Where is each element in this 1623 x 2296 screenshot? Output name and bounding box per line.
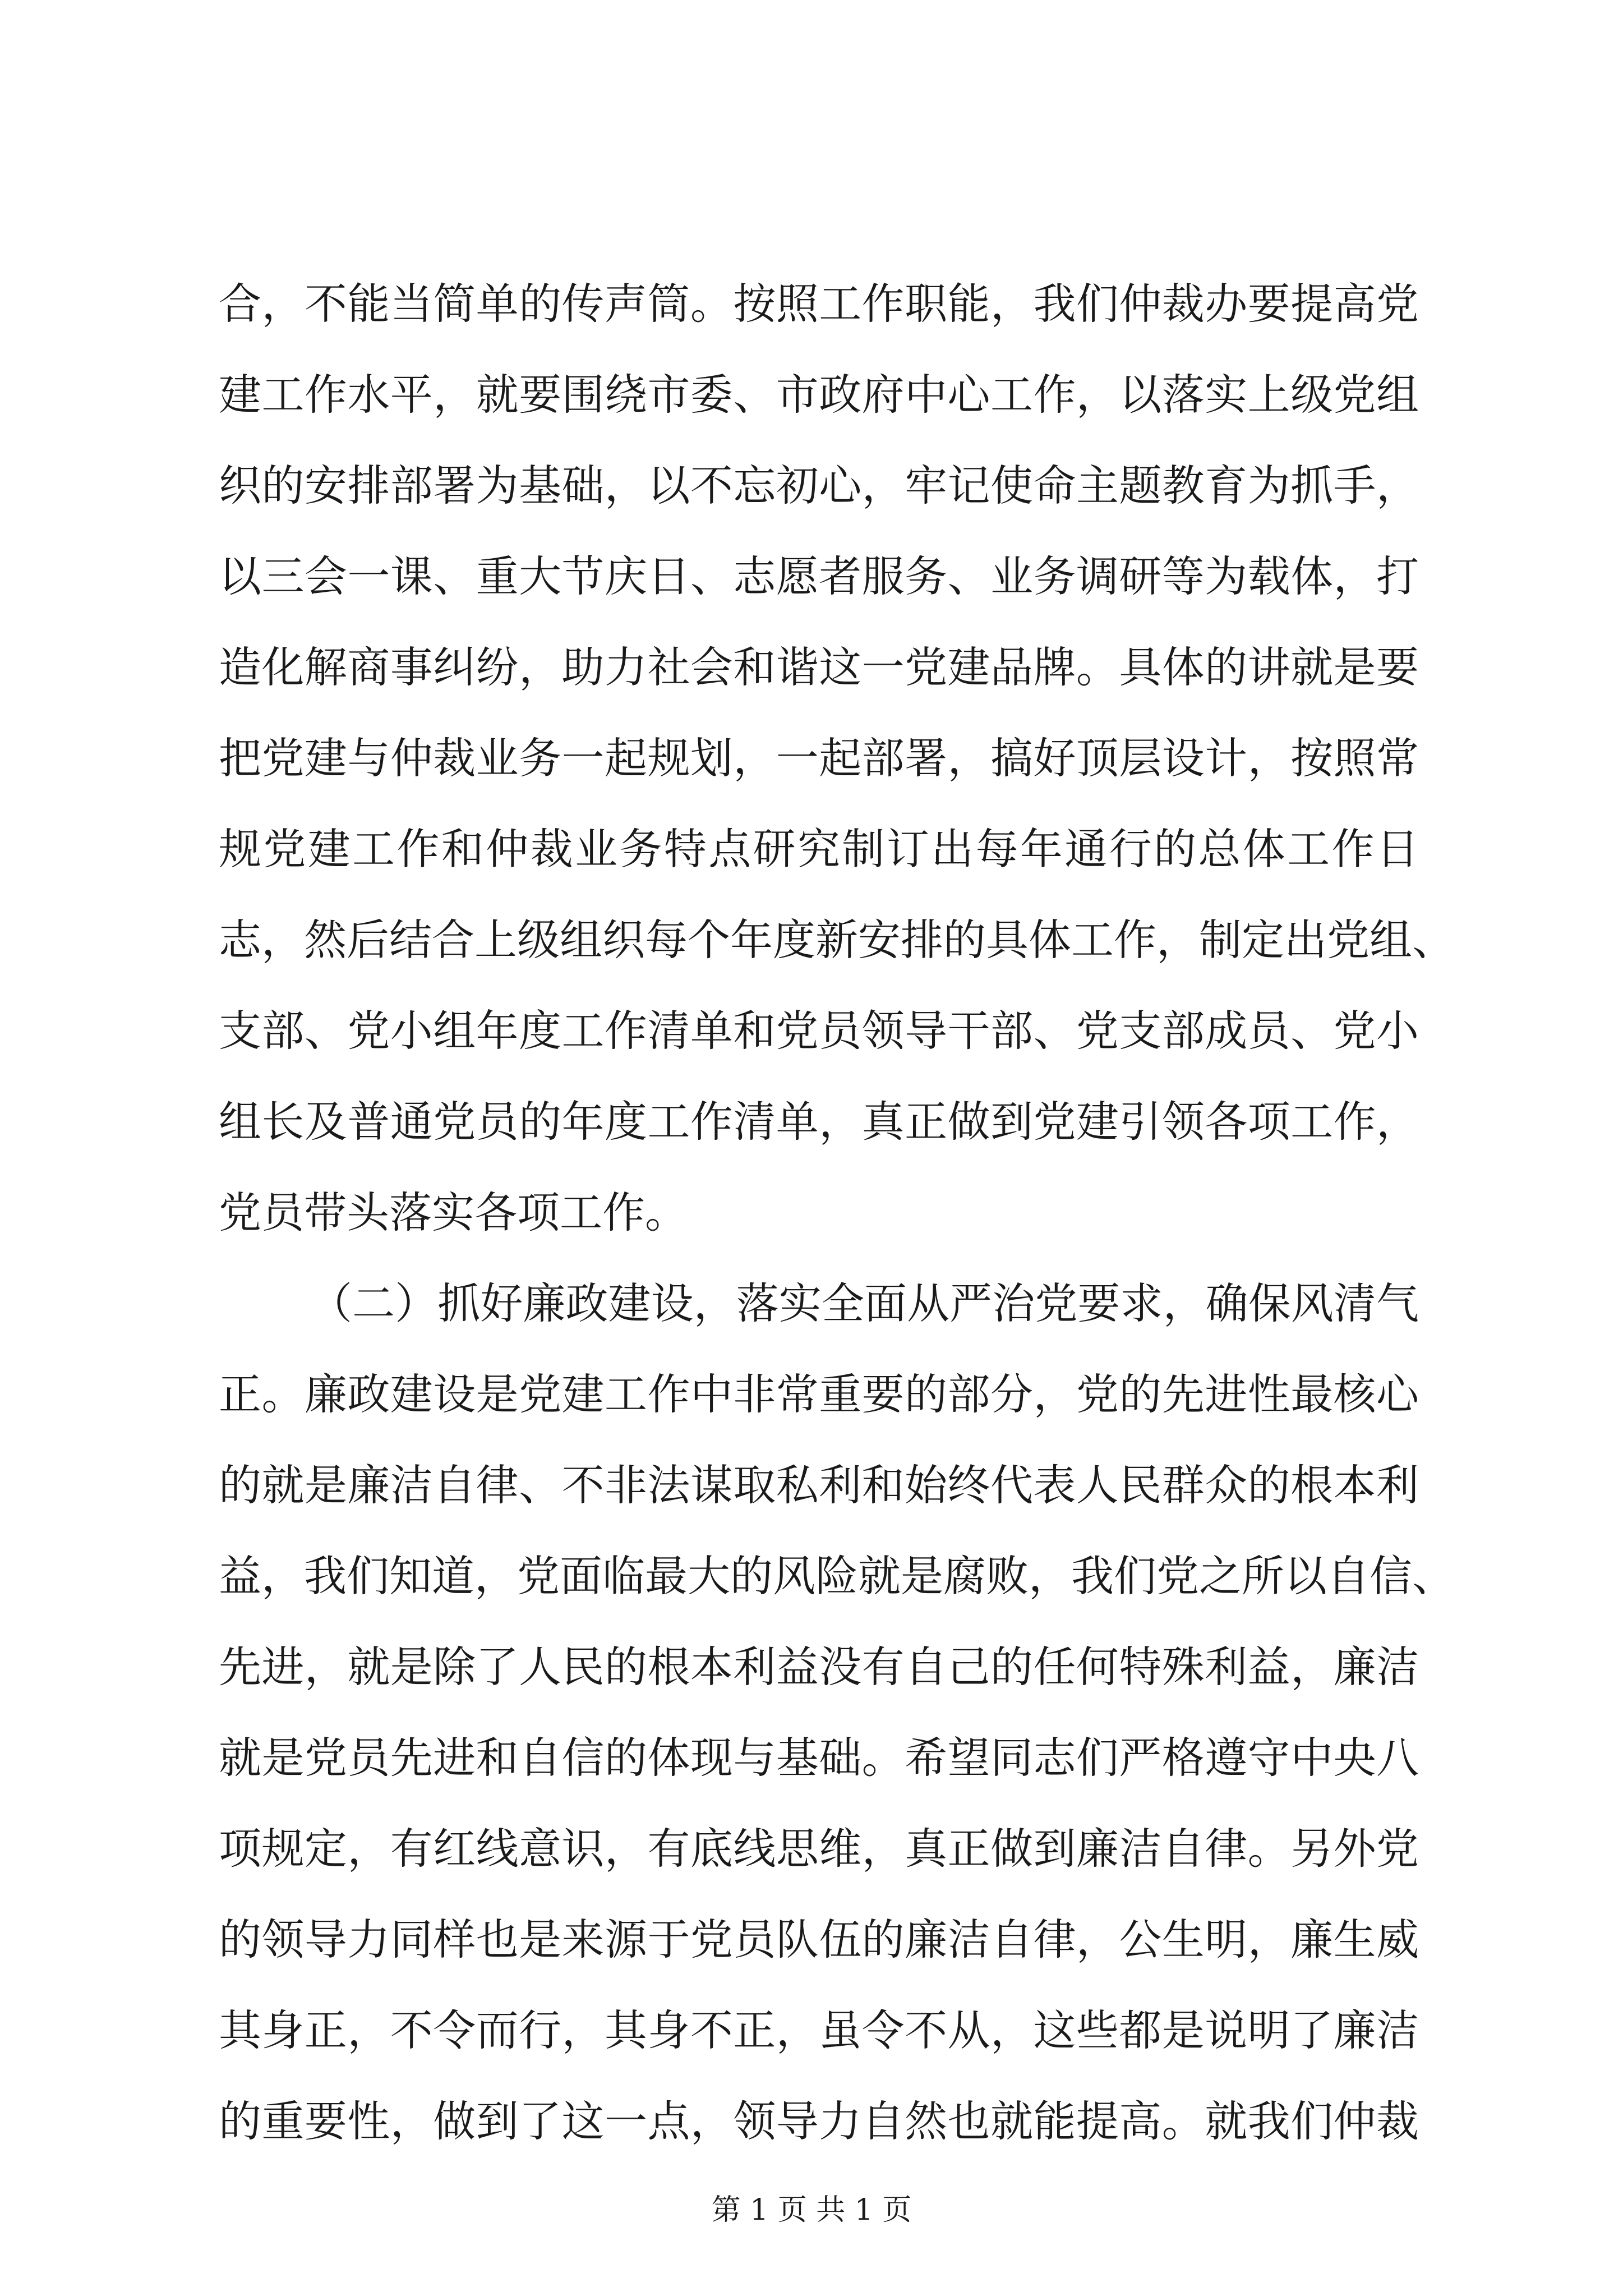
text-line: 以三会一课、重大节庆日、志愿者服务、业务调研等为载体，打 (219, 551, 1419, 601)
text-line: 的重要性，做到了这一点，领导力自然也就能提高。就我们仲裁 (219, 2096, 1419, 2146)
text-line: 支部、党小组年度工作清单和党员领导干部、党支部成员、党小 (219, 1006, 1419, 1056)
text-line: 先进，就是除了人民的根本利益没有自己的任何特殊利益，廉洁 (219, 1642, 1419, 1692)
text-line: 志，然后结合上级组织每个年度新安排的具体工作，制定出党组、 (219, 915, 1455, 965)
text-line: 正。廉政建设是党建工作中非常重要的部分，党的先进性最核心 (219, 1369, 1419, 1419)
text-line: 合，不能当简单的传声筒。按照工作职能，我们仲裁办要提高党 (219, 279, 1419, 329)
text-line: 织的安排部署为基础，以不忘初心，牢记使命主题教育为抓手， (219, 461, 1419, 510)
page-footer: 第 1 页 共 1 页 (711, 2193, 912, 2227)
text-line: 其身正，不令而行，其身不正，虽令不从，这些都是说明了廉洁 (219, 2005, 1419, 2055)
text-line: 就是党员先进和自信的体现与基础。希望同志们严格遵守中央八 (219, 1733, 1419, 1783)
text-line: 的领导力同样也是来源于党员队伍的廉洁自律，公生明，廉生威 (219, 1915, 1419, 1964)
text-line: 建工作水平，就要围绕市委、市政府中心工作，以落实上级党组 (219, 370, 1419, 420)
text-line: 把党建与仲裁业务一起规划，一起部署，搞好顶层设计，按照常 (219, 733, 1419, 783)
text-line: 造化解商事纠纷，助力社会和谐这一党建品牌。具体的讲就是要 (219, 642, 1419, 692)
text-line: 项规定，有红线意识，有底线思维，真正做到廉洁自律。另外党 (219, 1824, 1419, 1874)
text-line: 组长及普通党员的年度工作清单，真正做到党建引领各项工作， (219, 1097, 1419, 1147)
text-line: 规党建工作和仲裁业务特点研究制订出每年通行的总体工作日 (219, 824, 1419, 874)
text-line: 益，我们知道，党面临最大的风险就是腐败，我们党之所以自信、 (219, 1551, 1455, 1601)
text-line: 的就是廉洁自律、不非法谋取私利和始终代表人民群众的根本利 (219, 1460, 1419, 1510)
section-heading-line: （二）抓好廉政建设，落实全面从严治党要求，确保风清气 (310, 1278, 1419, 1328)
text-line: 党员带头落实各项工作。 (219, 1188, 688, 1237)
